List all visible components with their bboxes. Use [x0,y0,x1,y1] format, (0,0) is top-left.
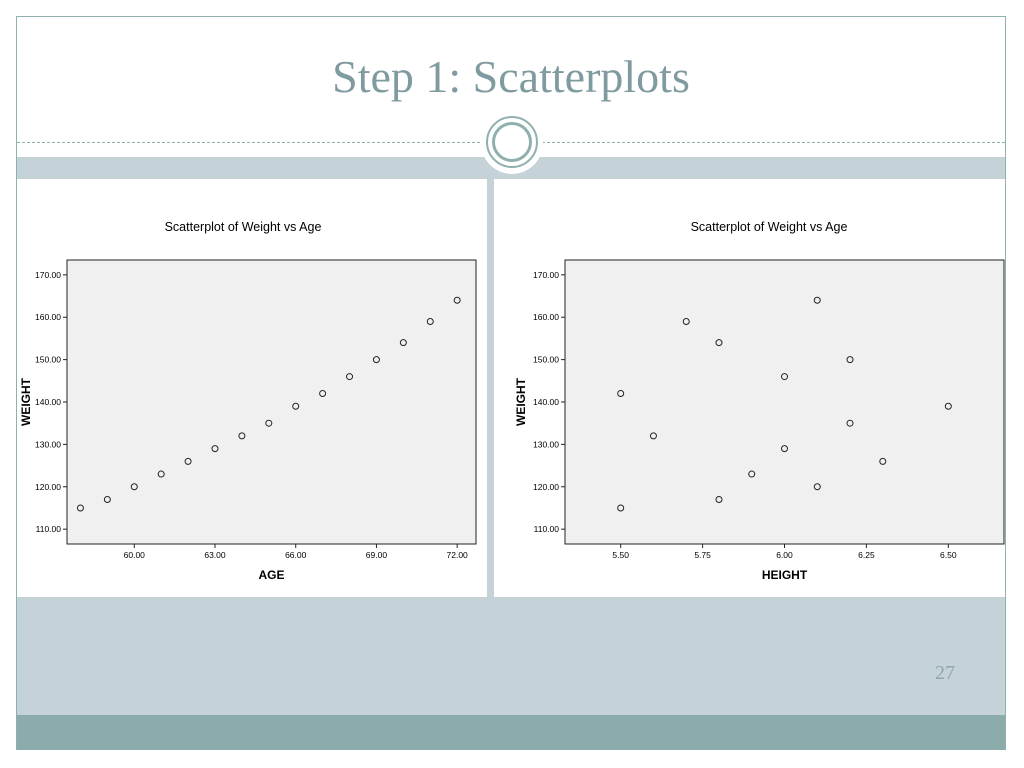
x-tick-label: 6.00 [776,550,793,560]
y-tick-label: 110.00 [35,524,61,535]
page-number: 27 [935,662,955,684]
y-tick-label: 120.00 [35,481,61,492]
x-axis-label: HEIGHT [761,568,808,582]
x-axis-label: AGE [258,568,285,582]
x-tick-label: 72.00 [446,550,468,560]
y-tick-label: 170.00 [533,269,559,280]
plot-area [67,260,476,544]
scatterplot-weight-vs-height [495,205,1005,597]
y-tick-label: 170.00 [35,269,61,280]
chart-title: Scatterplot of Weight vs Age [164,220,322,234]
x-tick-label: 60.00 [123,550,145,560]
x-tick-label: 63.00 [204,550,226,560]
footer-band [17,597,1005,715]
y-tick-label: 140.00 [35,397,61,407]
y-tick-label: 130.00 [35,439,61,450]
panel-divider [487,179,494,597]
y-tick-label: 120.00 [533,481,559,492]
x-tick-label: 69.00 [365,550,388,560]
x-tick-label: 5.50 [612,550,629,560]
y-tick-label: 160.00 [35,312,61,323]
x-tick-label: 5.75 [694,550,711,560]
footer-strip [17,715,1005,749]
chart-title: Scatterplot of Weight vs Age [690,220,848,234]
y-axis-label: WEIGHT [19,378,33,426]
x-tick-label: 6.25 [858,550,875,560]
y-tick-label: 130.00 [533,439,559,450]
circle-ornament-inner-ring [492,122,532,162]
y-tick-label: 160.00 [533,312,559,323]
x-tick-label: 66.00 [285,550,307,560]
y-tick-label: 110.00 [533,524,559,535]
x-tick-label: 6.50 [940,550,957,560]
y-tick-label: 150.00 [533,354,559,365]
slide-title: Step 1: Scatterplots [332,51,690,102]
y-axis-label: WEIGHT [514,378,528,426]
scatterplot-weight-vs-age [18,205,486,597]
y-tick-label: 150.00 [35,354,61,365]
y-tick-label: 140.00 [533,397,559,407]
plot-area [565,260,1004,544]
